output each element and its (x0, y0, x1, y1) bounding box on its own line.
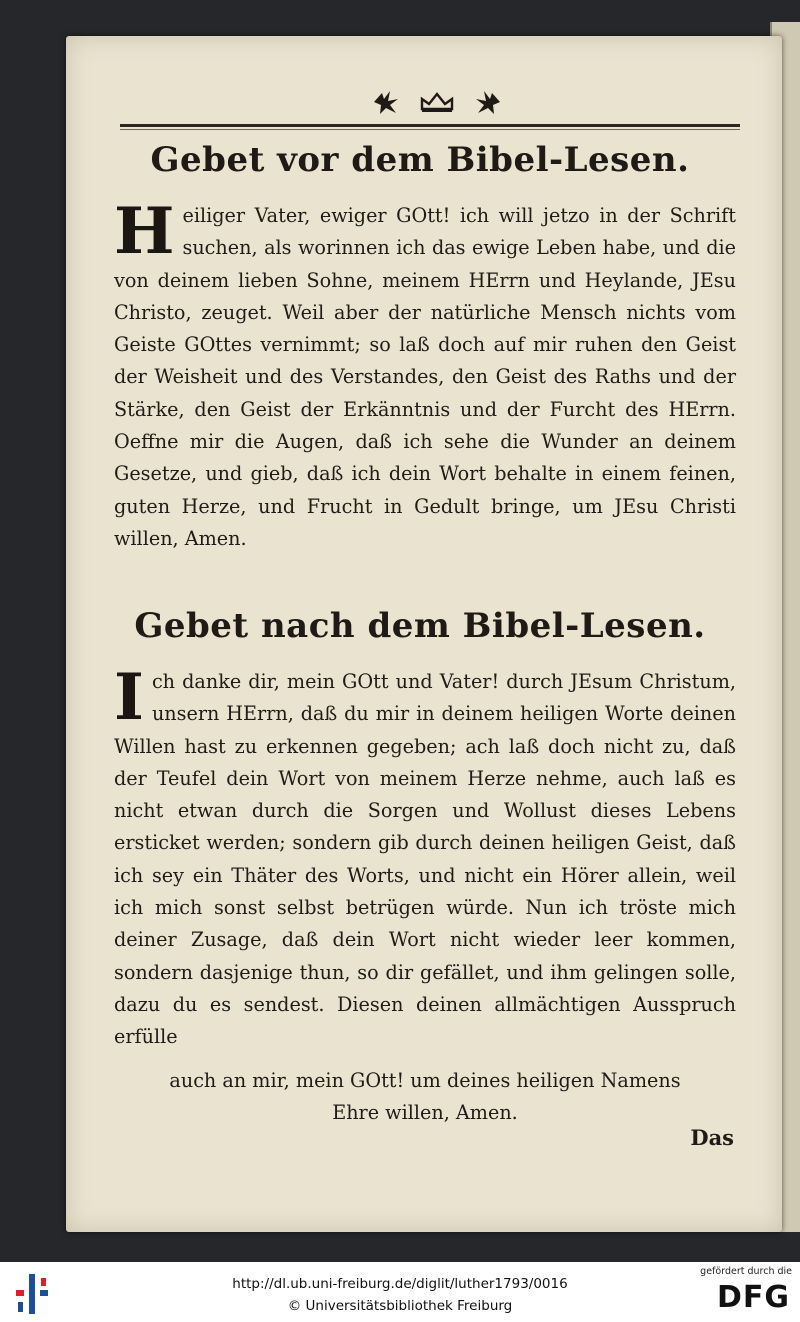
prayer-text: ch danke dir, mein GOtt und Vater! durch JEsum Christum, unsern HErrn, daß du mir in deinem heiligen Worte deinen Willen hast zu erkennen gegeben; ach laß doch nicht zu, daß der Teufel dein Wort von meinem Herze nehme, auch laß es nicht etwan durch die Sorgen und Wollust dieses Lebens ersticket werden; sondern gib durch deinen heiligen Geist, daß ich sey ein Thäter des Worts, und nicht ein Hörer allein, weil ich mich sonst selbst betrügen würde. Nun ich tröste mich deiner Zusage, daß dein Wort nicht wieder leer kommen, sondern dasjenige thun, so dir gefället, und ihm gelingen solle, dazu du es sendest. Diesen deinen allmächtigen Ausspruch erfülle (114, 670, 736, 1049)
page-ornament (372, 84, 502, 120)
catchword: Das (690, 1125, 734, 1150)
header-rule-thin (120, 129, 740, 130)
copyright-notice: © Universitätsbibliothek Freiburg (287, 1298, 513, 1314)
section-heading-before-reading: Gebet vor dem Bibel-Lesen. (150, 140, 690, 180)
funded-by-label: gefördert durch die (700, 1266, 792, 1277)
prayer-text: eiliger Vater, ewiger GOtt! ich will jetzo in der Schrift suchen, als worinnen ich das ewige Leben habe, und die von deinem lieben Sohne, meinem HErrn und Heylande, JEsu Christo, zeuget. Weil aber der natürliche Mensch nichts vom Geiste GOttes vernimmt; so laß doch auf mir ruhen den Geist der Weisheit und des Verstandes, den Geist des Raths und der Stärke, den Geist der Erkänntnis und der Furcht des HErrn. Oeffne mir die Augen, daß ich sehe die Wunder an deinem Gesetze, und gieb, daß ich dein Wort behalte in einem feinen, guten Herze, und Frucht in Gedult bringe, um JEsu Christi willen, Amen. (114, 204, 736, 550)
dfg-logo: DFG (716, 1280, 790, 1315)
crown-ornament-icon (419, 91, 455, 113)
prayer-closing-line: Ehre willen, Amen. (332, 1101, 518, 1124)
page-url[interactable]: http://dl.ub.uni-freiburg.de/diglit/luther1793/0016 (232, 1276, 568, 1292)
leaf-ornament-icon (474, 89, 502, 115)
prayer-before-reading (114, 194, 736, 555)
leaf-ornament-icon (372, 89, 400, 115)
section-heading-after-reading: Gebet nach dem Bibel-Lesen. (134, 606, 706, 646)
prayer-closing-line: auch an mir, mein GOtt! um deines heiligen Namens (169, 1069, 681, 1092)
header-rule (120, 124, 740, 127)
drop-cap: H (114, 194, 175, 269)
drop-cap: I (114, 660, 144, 735)
prayer-after-reading (114, 660, 736, 1054)
viewer-footer (0, 1262, 800, 1322)
